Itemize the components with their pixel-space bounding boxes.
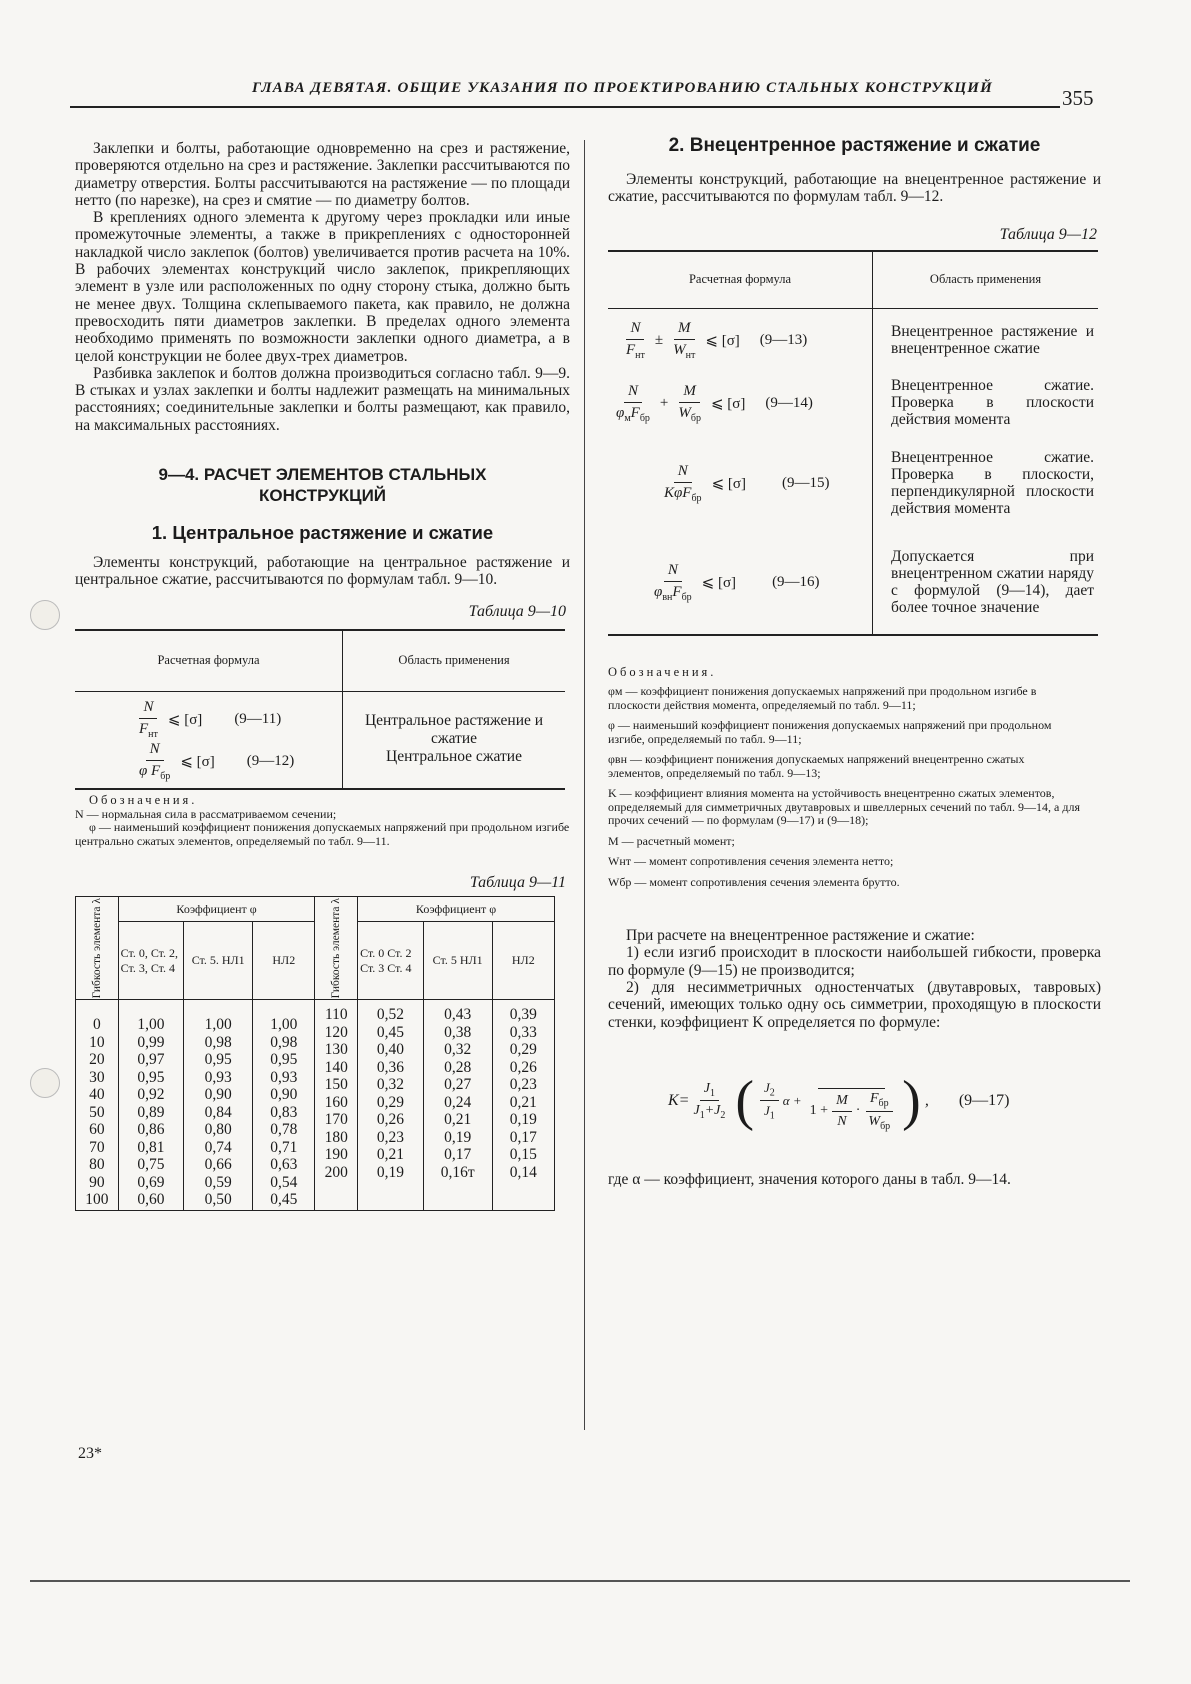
paragraph: 1) если изгиб происходит в плоскости наибольшей гибкости, проверка по формуле (9—15) не производится; (608, 944, 1101, 979)
column-coef-b: 1,00 0,98 0,95 0,93 0,90 0,84 0,80 0,74 0,66 0,59 0,50 (184, 1000, 253, 1211)
notes-9-10: Обозначения. N — нормальная сила в рассматриваемом сечении; φ — наименьший коэффициент понижения допускаемых напряжений при продольном изгибе центрально сжатых элементов, определяемый по табл. 9—11. (75, 793, 570, 848)
table-header-formula: Расчетная формула (75, 630, 343, 692)
table-9-12 (608, 250, 1098, 636)
column-lambda: 0 10 20 30 40 50 60 70 80 90 100 (76, 1000, 119, 1211)
subsection-heading: 2. Внецентренное растяжение и сжатие (668, 135, 1041, 156)
table-header-area: Область применения (398, 653, 510, 668)
punch-hole-top (30, 600, 60, 630)
punch-hole-bottom (30, 1068, 60, 1098)
table-header-area: Область применения (929, 272, 1042, 287)
column-lambda: 110 120 130 140 150 160 170 180 190 200 (315, 1000, 358, 1211)
formula-9-11: $\frac{N}{F_{нт}}$ ⩽ [σ] (9—11) (139, 699, 282, 741)
column-coef-c: 1,00 0,98 0,95 0,93 0,90 0,83 0,78 0,71 0,63 0,54 0,45 (253, 1000, 315, 1211)
paragraph: Заклепки и болты, работающие одновременно на срез и растяжение, проверяются отдельно на срез и растяжение. Заклепки рассчитываются по диаметру отверстия. Болты рассчитываются на растяжение — по площади нетто (по нарезке), на срез и смятие — по диаметру болтов. (75, 140, 570, 209)
column-divider (584, 140, 585, 1430)
paragraph: где α — коэффициент, значения которого даны в табл. 9—14. (608, 1170, 1011, 1188)
header-coefficient: Коэффициент φ (118, 897, 315, 922)
header-rule (70, 106, 1060, 108)
table-header-formula: Расчетная формула (608, 251, 873, 309)
formula-9-12: $\frac{N}{\varphi F_{бр}}$ ⩽ [σ] (9—12) (139, 741, 295, 783)
signature-mark: 23* (78, 1445, 102, 1462)
column-coef-a: 1,00 0,99 0,97 0,95 0,92 0,89 0,86 0,81 0,75 0,69 0,60 (118, 1000, 184, 1211)
section-heading-line2: КОНСТРУКЦИЙ (258, 486, 387, 506)
table-caption: Таблица 9—11 (469, 874, 566, 892)
subsection-heading: 1. Центральное растяжение и сжатие (151, 522, 494, 544)
column-coef-b: 0,43 0,38 0,32 0,28 0,27 0,24 0,21 0,19 0,17 0,16т (423, 1000, 492, 1211)
table-cell-formulas (75, 692, 343, 790)
header-steel-b: Ст. 5. НЛ1 (184, 922, 253, 1000)
notes-9-12: Обозначения. φм — коэффициент понижения допускаемых напряжений при продольном изгибе в плоскости действия момента, определяемый по табл. 9—11; φ — наименьший коэффициент понижения допускаемых напряжений при продольном изгибе, определяемый по табл. 9—11; φвн — коэффициент понижения допускаемых напряжений внецентренно сжатых элементов, определяемый по табл. 9—13; K — коэффициент влияния момента на устойчивость внецентренно сжатых элементов, определяемый для симметричных двутавровых и швеллерных сечений по табл. 9—14, а для прочих сечений — по формулам (9—17) и (9—18); M — расчетный момент; Wнт — момент сопротивления сечения элемента нетто; Wбр — момент сопротивления сечения элемента брутто. (608, 664, 1080, 889)
header-steel-a: Ст. 0, Ст. 2, Ст. 3, Ст. 4 (118, 922, 184, 1000)
table-9-10 (75, 629, 565, 791)
area-9-16: Допускается при внецентренном сжатии наряду с формулой (9—14), дает более точное значение (891, 548, 1094, 617)
page-number: 355 (1062, 86, 1094, 110)
header-flexibility: Гибкость элемента λ (330, 898, 343, 999)
area-9-14: Внецентренное сжатие. Проверка в плоскости действия момента (891, 377, 1094, 429)
formula-9-13: $\frac{N}{F_{нт}}$ ± $\frac{M}{W_{нт}}$ ⩽ [σ] (9—13) (608, 309, 873, 371)
formula-9-14: $\frac{N}{\varphi_мF_{бр}}$ + $\frac{M}{W_{бр}}$ ⩽ [σ] (9—14) (608, 371, 873, 435)
column-coef-c: 0,39 0,33 0,29 0,26 0,23 0,21 0,19 0,17 0,15 0,14 (509, 1006, 537, 1181)
page-bottom-rule (30, 1580, 1130, 1582)
paragraph: Элементы конструкций, работающие на внецентренное растяжение и сжатие, рассчитываются по формулам табл. 9—12. (608, 171, 1101, 206)
formula-9-16: $\frac{N}{\varphi_{вн}F_{бр}}$ ⩽ [σ] (9—16) (608, 531, 873, 635)
header-flexibility: Гибкость элемента λ (90, 898, 103, 999)
section-heading-line1: 9—4. РАСЧЕТ ЭЛЕМЕНТОВ СТАЛЬНЫХ (158, 465, 487, 485)
paragraph: Разбивка заклепок и болтов должна производиться согласно табл. 9—9. В стыках и узлах заклепки и болты надлежит размещать на минимальных расстояниях; соединительные заклепки и болты размещают, как правило, на максимальных расстояниях. (75, 364, 570, 434)
area-9-15: Внецентренное сжатие. Проверка в плоскости, перпендикулярной плоскости действия момента (891, 448, 1094, 517)
formula-9-17: K= $\frac{J_1}{J_1+J_2}$ ( $\frac{J_2}{J_1}$ α + 1 + $\frac{M}{N}$ · $\frac{F_{бр}}{W_{бр}}$ ) , (9—17) (668, 1069, 1010, 1132)
column-coef-a: 0,52 0,45 0,40 0,36 0,32 0,29 0,26 0,23 0,21 0,19 (358, 1000, 424, 1211)
running-header: ГЛАВА ДЕВЯТАЯ. ОБЩИЕ УКАЗАНИЯ ПО ПРОЕКТИРОВАНИЮ СТАЛЬНЫХ КОНСТРУКЦИЙ (252, 80, 993, 96)
paragraph: Элементы конструкций, работающие на центральное растяжение и центральное сжатие, рассчитываются по формулам табл. 9—10. (75, 554, 570, 589)
table-caption: Таблица 9—12 (999, 225, 1097, 243)
table-caption: Таблица 9—10 (468, 602, 566, 620)
header-coefficient: Коэффициент φ (358, 897, 555, 922)
paragraph: При расчете на внецентренное растяжение и сжатие: (626, 927, 975, 945)
formula-9-15: $\frac{N}{K\varphi F_{бр}}$ ⩽ [σ] (9—15) (608, 435, 873, 531)
header-steel-c: НЛ2 (492, 922, 554, 1000)
section-heading (75, 464, 570, 506)
header-steel-c: НЛ2 (253, 922, 315, 1000)
header-steel-a: Ст. 0 Ст. 2 Ст. 3 Ст. 4 (358, 922, 424, 1000)
area-9-13: Внецентренное растяжение и внецентренное сжатие (891, 322, 1094, 357)
header-steel-b: Ст. 5 НЛ1 (423, 922, 492, 1000)
right-column (608, 135, 1101, 1188)
table-cell-area: Центральное растяжение и сжатие Центральное сжатие (364, 712, 544, 766)
calc-text (608, 927, 1101, 1031)
left-column (75, 140, 570, 1211)
paragraph: В креплениях одного элемента к другому через прокладки или иные промежуточные элементы, а также в прикреплениях с односторонней накладкой число заклепок (болтов) увеличивается против расчета на 10%. В рабочих элементах конструкций число заклепок, прикрепляющих элемент в узле или расположенных по одну сторону стыка, должно быть не менее двух. Толщина склепываемого пакета, как правило, не должна превосходить пяти диаметров заклепки. В пределах одного элемента необходимо применять по возможности заклепки одного диаметра, а в целой конструкции не более двух-трех диаметров. (75, 209, 570, 365)
table-9-11 (75, 896, 555, 1211)
paragraph: 2) для несимметричных одностенчатых (двутавровых, тавровых) сечений, имеющих только одну ось симметрии, проходящую в плоскости стенки, коэффициент K определяется по формуле: (608, 978, 1101, 1031)
